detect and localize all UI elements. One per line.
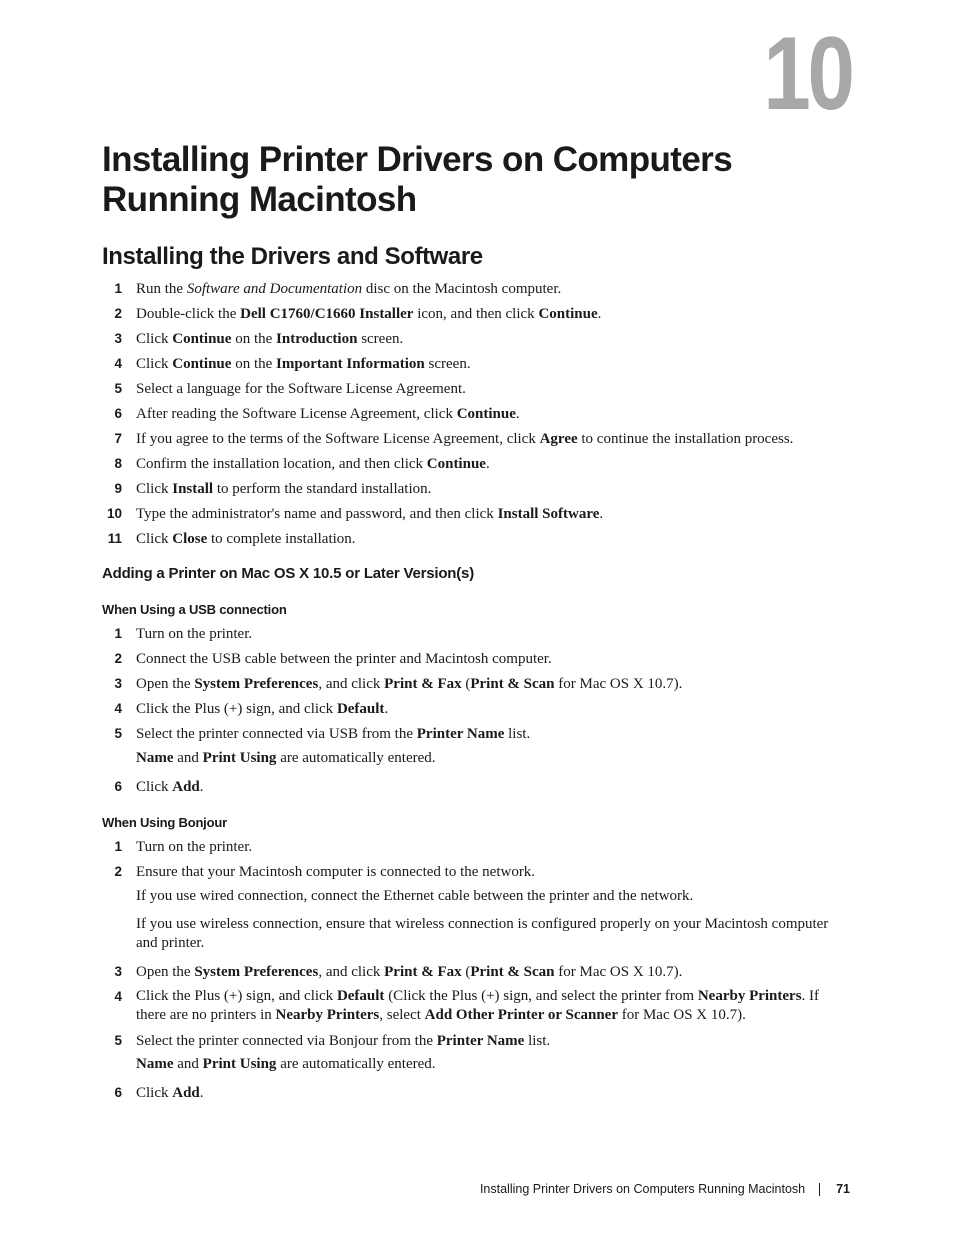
step-number: 6	[114, 1085, 122, 1100]
step-number: 8	[114, 456, 122, 471]
usb-step	[100, 724, 852, 744]
page-footer	[480, 1180, 850, 1198]
step-number: 1	[114, 281, 122, 296]
usb-step	[100, 777, 852, 797]
step-number: 3	[114, 676, 122, 691]
install-step	[100, 454, 852, 474]
wireless-note: If you use wireless connection, ensure that wireless connection is configured properly on your Macintosh computer and printer.	[136, 916, 829, 951]
install-step	[100, 529, 852, 549]
step-number: 2	[114, 306, 122, 321]
bonjour-step	[100, 1083, 852, 1103]
step-number: 1	[114, 626, 122, 641]
bonjour-step	[100, 1031, 852, 1051]
step-text: Click Continue on the Important Information screen.	[136, 356, 471, 372]
step-number: 4	[114, 701, 122, 716]
usb-heading: When Using a USB connection	[102, 602, 287, 617]
bonjour-auto-note: Name and Print Using are automatically entered.	[136, 1056, 436, 1072]
bonjour-step	[100, 837, 852, 857]
step-number: 5	[114, 381, 122, 396]
step-number: 2	[114, 651, 122, 666]
install-step	[100, 304, 852, 324]
install-step	[100, 354, 852, 374]
bonjour-step	[100, 987, 852, 1027]
step-text: If you agree to the terms of the Software License Agreement, click Agree to continue the installation process.	[136, 431, 794, 447]
step-text: Click Close to complete installation.	[136, 531, 356, 547]
step-text: Select the printer connected via Bonjour from the Printer Name list.	[136, 1033, 551, 1049]
bonjour-heading: When Using Bonjour	[102, 815, 227, 830]
step-text: Open the System Preferences, and click Print & Fax (Print & Scan for Mac OS X 10.7).	[136, 964, 683, 980]
step-number: 3	[114, 964, 122, 979]
step-number: 6	[114, 406, 122, 421]
footer-divider	[819, 1183, 820, 1196]
step-text: Type the administrator's name and password, and then click Install Software.	[136, 506, 604, 522]
step-number: 4	[114, 356, 122, 371]
usb-auto-note: Name and Print Using are automatically entered.	[136, 750, 436, 766]
step-number: 1	[114, 839, 122, 854]
step-text: Click Add.	[136, 1085, 204, 1101]
step-number: 4	[114, 989, 122, 1004]
usb-step	[100, 699, 852, 719]
usb-step	[100, 649, 852, 669]
step-text: Turn on the printer.	[136, 839, 253, 855]
step-number: 11	[107, 531, 122, 546]
install-step	[100, 379, 852, 399]
step-number: 9	[114, 481, 122, 496]
chapter-title: Installing Printer Drivers on Computers Running Macintosh	[102, 140, 733, 219]
step-text: Click Add.	[136, 779, 204, 795]
install-step	[100, 404, 852, 424]
step-text: Ensure that your Macintosh computer is connected to the network.	[136, 864, 536, 880]
step-number: 2	[114, 864, 122, 879]
step-number: 7	[114, 431, 122, 446]
install-step	[100, 329, 852, 349]
install-step	[100, 479, 852, 499]
usb-step	[100, 674, 852, 694]
install-step	[100, 504, 852, 524]
step-text: Turn on the printer.	[136, 626, 253, 642]
step-number: 3	[114, 331, 122, 346]
step-text: Run the Software and Documentation disc on the Macintosh computer.	[136, 281, 562, 297]
section-title: Installing the Drivers and Software	[102, 243, 483, 270]
step-text: Click the Plus (+) sign, and click Default.	[136, 701, 389, 717]
page-number: 71	[836, 1182, 850, 1196]
usb-step	[100, 624, 852, 644]
install-step	[100, 279, 852, 299]
step-text: Click the Plus (+) sign, and click Default (Click the Plus (+) sign, and select the printer from Nearby Printers. If there are no printers in Nearby Printers, select Add Other Printer or Scanner for Mac OS X 10.7).	[136, 988, 820, 1023]
step-number: 6	[114, 779, 122, 794]
step-text: Select the printer connected via USB from the Printer Name list.	[136, 726, 531, 742]
running-title: Installing Printer Drivers on Computers Running Macintosh	[479, 1182, 806, 1196]
step-text: Click Continue on the Introduction screen.	[136, 331, 404, 347]
chapter-number: 10	[763, 16, 852, 132]
adding-printer-heading: Adding a Printer on Mac OS X 10.5 or Later Version(s)	[102, 565, 474, 582]
bonjour-step	[100, 862, 852, 882]
step-text: Confirm the installation location, and then click Continue.	[136, 456, 490, 472]
install-step	[100, 429, 852, 449]
step-number: 5	[114, 726, 122, 741]
step-number: 10	[106, 506, 122, 521]
bonjour-step	[100, 962, 852, 982]
step-text: Select a language for the Software License Agreement.	[136, 381, 466, 397]
step-number: 5	[114, 1033, 122, 1048]
step-text: Connect the USB cable between the printer and Macintosh computer.	[136, 651, 552, 667]
step-text: After reading the Software License Agreement, click Continue.	[136, 406, 520, 422]
wired-note: If you use wired connection, connect the Ethernet cable between the printer and the network.	[136, 888, 694, 904]
step-text: Open the System Preferences, and click Print & Fax (Print & Scan for Mac OS X 10.7).	[136, 676, 683, 692]
step-text: Click Install to perform the standard installation.	[136, 481, 432, 497]
step-text: Double-click the Dell C1760/C1660 Installer icon, and then click Continue.	[136, 306, 602, 322]
